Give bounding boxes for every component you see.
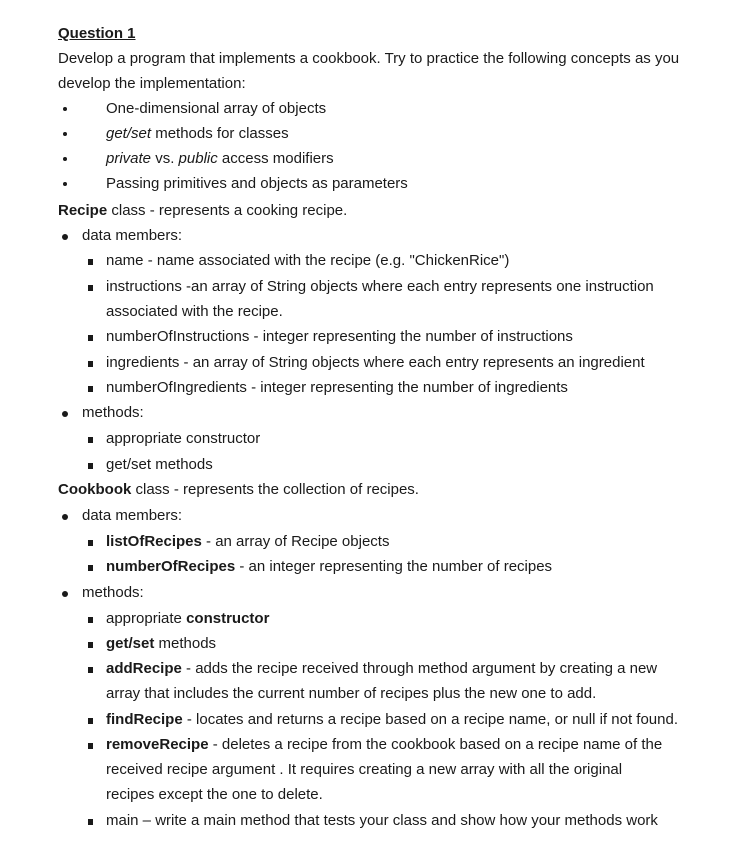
bullet [88, 540, 93, 546]
bullet [88, 667, 93, 673]
recipe-data-member: instructions -an array of String objects where each entry represents one instruction associated with the recipe. [106, 278, 654, 320]
cookbook-heading: Cookbook class - represents the collection of recipes. [58, 481, 419, 498]
bullet [88, 565, 93, 571]
bullet [63, 132, 67, 136]
bullet [88, 743, 93, 749]
recipe-data-members-label: data members: [82, 227, 183, 244]
recipe-heading: Recipe class - represents a cooking recipe. [58, 202, 348, 219]
bullet [88, 617, 93, 623]
concept-item: Passing primitives and objects as parameters [106, 175, 408, 192]
recipe-method: get/set methods [106, 456, 213, 473]
cookbook-method: removeRecipe - deletes a recipe from the cookbook based on a recipe name of the received recipe argument . It requires creating a new array with all the original recipes except the one to delete. [106, 736, 663, 803]
concept-item: get/set methods for classes [106, 125, 289, 142]
recipe-method: appropriate constructor [106, 430, 261, 447]
cookbook-data-members-label: data members: [82, 507, 183, 524]
bullet [63, 107, 67, 111]
bullet [88, 642, 93, 648]
concept-item: private vs. public access modifiers [106, 150, 334, 167]
cookbook-method: findRecipe - locates and returns a recipe based on a recipe name, or null if not found. [106, 711, 678, 728]
cookbook-method: main – write a main method that tests your class and show how your methods work [106, 812, 658, 829]
bullet [62, 411, 68, 417]
recipe-methods-label: methods: [82, 404, 144, 421]
bullet [88, 819, 93, 825]
cookbook-method: get/set methods [106, 635, 217, 652]
bullet [88, 437, 93, 443]
recipe-data-member: name - name associated with the recipe (e.g. "ChickenRice") [106, 252, 510, 269]
bullet [88, 718, 93, 724]
bullet [62, 514, 68, 520]
cookbook-method: appropriate constructor [106, 610, 270, 627]
bullet [88, 335, 93, 341]
bullet [88, 463, 93, 469]
bullet [63, 157, 67, 161]
concept-item: One-dimensional array of objects [106, 100, 327, 117]
recipe-data-member: numberOfInstructions - integer representing the number of instructions [106, 328, 573, 345]
cookbook-data-member: listOfRecipes - an array of Recipe objects [106, 533, 390, 550]
question-intro: Develop a program that implements a cookbook. Try to practice the following concepts as you develop the implementation: [58, 50, 680, 92]
bullet [88, 285, 93, 291]
cookbook-data-member: numberOfRecipes - an integer representing the number of recipes [106, 558, 553, 575]
question-title: Question 1 [58, 25, 136, 42]
cookbook-methods-label: methods: [82, 584, 144, 601]
bullet [63, 182, 67, 186]
bullet [62, 234, 68, 240]
recipe-data-member: numberOfIngredients - integer representing the number of ingredients [106, 379, 568, 396]
bullet [88, 259, 93, 265]
bullet [62, 591, 68, 597]
cookbook-method: addRecipe - adds the recipe received through method argument by creating a new array that includes the current number of recipes plus the new one to add. [106, 660, 658, 702]
recipe-data-member: ingredients - an array of String objects where each entry represents an ingredient [106, 354, 645, 371]
bullet [88, 386, 93, 392]
bullet [88, 361, 93, 367]
